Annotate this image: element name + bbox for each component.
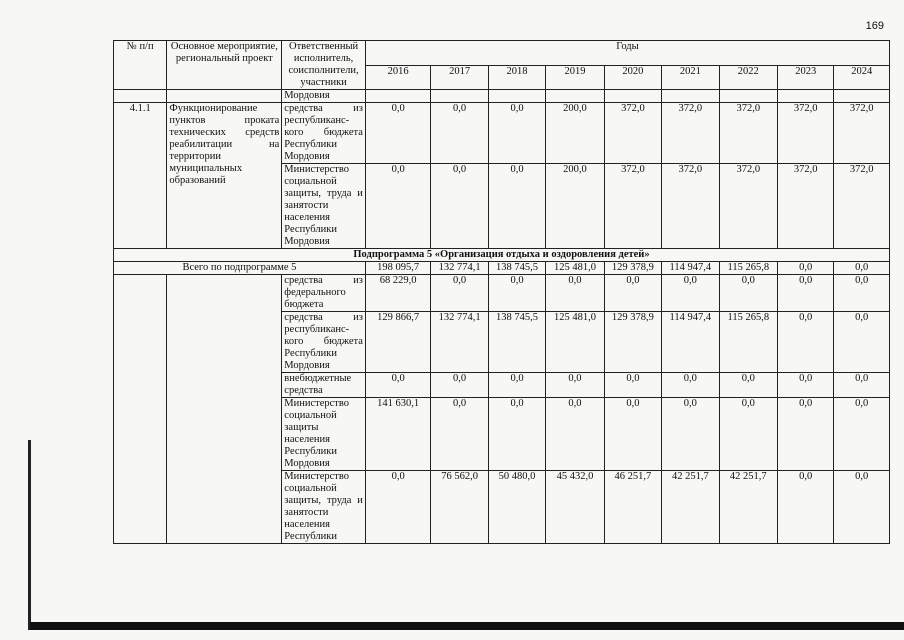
year-header: 2024: [834, 65, 890, 90]
year-header: 2022: [719, 65, 777, 90]
value-cell: 45 432,0: [546, 471, 604, 544]
value-cell: 0,0: [662, 275, 719, 312]
value-cell: 0,0: [662, 398, 719, 471]
cell-empty: [604, 90, 661, 103]
total-row: [114, 262, 890, 275]
item-name: Функционирование пунктов проката технических средств реабилитации на территории муниципальных образований: [167, 103, 282, 249]
year-header: 2023: [778, 65, 834, 90]
value-cell: 125 481,0: [546, 312, 604, 373]
value-cell: 129 866,7: [365, 312, 430, 373]
value-cell: 42 251,7: [662, 471, 719, 544]
cell-empty: [834, 90, 890, 103]
cell-empty: [719, 90, 777, 103]
value-cell: 0,0: [604, 373, 661, 398]
value-cell: 372,0: [662, 164, 719, 249]
value-cell: 200,0: [546, 164, 604, 249]
value-cell: 0,0: [778, 373, 834, 398]
cell-empty: [167, 90, 282, 103]
funding-source: средства из федерального бюджета: [282, 275, 366, 312]
subprogram-row: [114, 249, 890, 262]
subprogram-title: Подпрограмма 5 «Организация отдыха и оздоровления детей»: [114, 249, 890, 262]
cell-empty: [167, 275, 282, 544]
value-cell: 372,0: [778, 164, 834, 249]
value-cell: 0,0: [778, 398, 834, 471]
value-cell: 0,0: [488, 398, 545, 471]
cell-empty: [431, 90, 488, 103]
value-cell: 114 947,4: [662, 262, 719, 275]
year-header: 2019: [546, 65, 604, 90]
value-cell: 0,0: [431, 164, 488, 249]
header-num: № п/п: [114, 41, 167, 90]
value-cell: 0,0: [719, 275, 777, 312]
value-cell: 0,0: [365, 164, 430, 249]
value-cell: 0,0: [488, 373, 545, 398]
value-cell: 372,0: [719, 103, 777, 164]
scan-edge-bottom: [30, 622, 904, 630]
value-cell: 0,0: [431, 103, 488, 164]
year-header: 2021: [662, 65, 719, 90]
value-cell: 68 229,0: [365, 275, 430, 312]
value-cell: 0,0: [778, 275, 834, 312]
value-cell: 132 774,1: [431, 312, 488, 373]
total-label: Всего по подпрограмме 5: [114, 262, 366, 275]
value-cell: 0,0: [365, 471, 430, 544]
year-header: 2017: [431, 65, 488, 90]
header-years-label: Годы: [365, 41, 889, 66]
year-header: 2018: [488, 65, 545, 90]
value-cell: 0,0: [546, 275, 604, 312]
value-cell: 0,0: [778, 262, 834, 275]
value-cell: 0,0: [365, 103, 430, 164]
value-cell: 372,0: [834, 103, 890, 164]
value-cell: 0,0: [662, 373, 719, 398]
value-cell: 0,0: [719, 398, 777, 471]
cell-empty: [114, 90, 167, 103]
value-cell: 125 481,0: [546, 262, 604, 275]
value-cell: 0,0: [719, 373, 777, 398]
budget-table: [113, 40, 890, 544]
value-cell: 0,0: [778, 471, 834, 544]
value-cell: 0,0: [431, 373, 488, 398]
value-cell: 372,0: [604, 164, 661, 249]
value-cell: 0,0: [431, 398, 488, 471]
cell-empty: [546, 90, 604, 103]
header-executor: Ответственный исполнитель, соисполнители, участники: [282, 41, 366, 90]
value-cell: 129 378,9: [604, 262, 661, 275]
funding-source: средства из республиканс-кого бюджета Республики Мордовия: [282, 312, 366, 373]
funding-source: средства из республиканс-кого бюджета Республики Мордовия: [282, 103, 366, 164]
value-cell: 0,0: [546, 373, 604, 398]
table-row: [114, 103, 890, 164]
table-row: [114, 275, 890, 312]
value-cell: 0,0: [488, 103, 545, 164]
value-cell: 141 630,1: [365, 398, 430, 471]
value-cell: 0,0: [604, 398, 661, 471]
cell-empty: [662, 90, 719, 103]
funding-source: Министерство социальной защиты населения Республики Мордовия: [282, 398, 366, 471]
value-cell: 372,0: [604, 103, 661, 164]
value-cell: 0,0: [834, 471, 890, 544]
scan-edge-left: [28, 440, 31, 630]
value-cell: 115 265,8: [719, 312, 777, 373]
value-cell: 0,0: [431, 275, 488, 312]
value-cell: 0,0: [778, 312, 834, 373]
value-cell: 198 095,7: [365, 262, 430, 275]
funding-source: Министерство социальной защиты, труда и занятости населения Республики: [282, 471, 366, 544]
continuation-row: [114, 90, 890, 103]
page-number: 169: [865, 20, 884, 32]
value-cell: 42 251,7: [719, 471, 777, 544]
value-cell: 129 378,9: [604, 312, 661, 373]
year-header: 2020: [604, 65, 661, 90]
funding-source: Министерство социальной защиты, труда и занятости населения Республики Мордовия: [282, 164, 366, 249]
value-cell: 114 947,4: [662, 312, 719, 373]
value-cell: 115 265,8: [719, 262, 777, 275]
cell-source: Мордовия: [282, 90, 366, 103]
value-cell: 372,0: [719, 164, 777, 249]
year-header: 2016: [365, 65, 430, 90]
value-cell: 0,0: [488, 164, 545, 249]
value-cell: 76 562,0: [431, 471, 488, 544]
item-code: 4.1.1: [114, 103, 167, 249]
funding-source: внебюджетные средства: [282, 373, 366, 398]
header-activity: Основное мероприятие, региональный проект: [167, 41, 282, 90]
value-cell: 138 745,5: [488, 312, 545, 373]
value-cell: 138 745,5: [488, 262, 545, 275]
value-cell: 0,0: [488, 275, 545, 312]
value-cell: 0,0: [604, 275, 661, 312]
cell-empty: [778, 90, 834, 103]
cell-empty: [365, 90, 430, 103]
value-cell: 0,0: [834, 275, 890, 312]
value-cell: 0,0: [546, 398, 604, 471]
value-cell: 0,0: [834, 312, 890, 373]
cell-empty: [114, 275, 167, 544]
header-row: [114, 41, 890, 66]
value-cell: 372,0: [662, 103, 719, 164]
value-cell: 372,0: [778, 103, 834, 164]
value-cell: 0,0: [365, 373, 430, 398]
value-cell: 200,0: [546, 103, 604, 164]
value-cell: 50 480,0: [488, 471, 545, 544]
value-cell: 0,0: [834, 262, 890, 275]
value-cell: 46 251,7: [604, 471, 661, 544]
value-cell: 0,0: [834, 398, 890, 471]
value-cell: 132 774,1: [431, 262, 488, 275]
value-cell: 372,0: [834, 164, 890, 249]
value-cell: 0,0: [834, 373, 890, 398]
cell-empty: [488, 90, 545, 103]
